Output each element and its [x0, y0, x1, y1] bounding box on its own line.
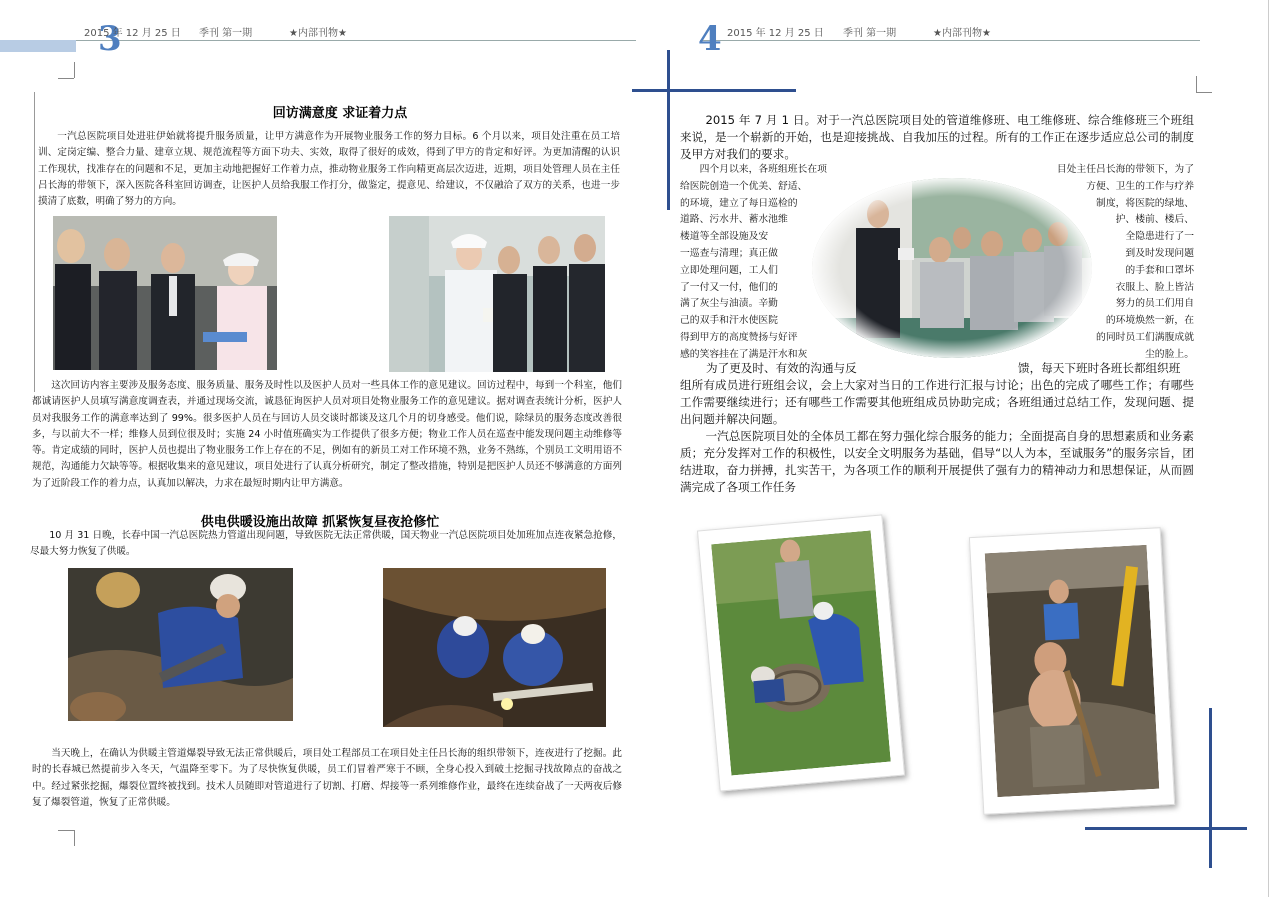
article-paragraph: 组所有成员进行班组会议，会上大家对当日的工作进行汇报与讨论；出色的完成了哪些工作；有哪些工作需要继续进行；还有哪些工作需要其他班组成员协助完成；各班组通过总结工作，发现问题、提出问题并解决问题。: [680, 378, 1194, 426]
left-header-rule: [76, 40, 636, 41]
photo-maintenance-team-oval: [812, 178, 1092, 358]
decor-blue-line: [1209, 708, 1212, 868]
crop-mark: [74, 830, 75, 846]
right-header-rule: [700, 40, 1200, 41]
wrap-line: 感的笑容挂在了满是汗水和灰: [680, 348, 808, 360]
photo-nurse-filling-form: [389, 216, 605, 372]
wrap-line: 的环境焕然一新，在: [1105, 315, 1194, 327]
photo-staff-nurse-survey: [53, 216, 277, 370]
header-label-right: ★内部刊物★: [933, 28, 991, 39]
article-paragraph: 2015 年 7 月 1 日。对于一汽总医院项目处的管道维修班、电工维修班、综合维修班三个班组来说，是一个崭新的开始，也是迎接挑战、自我加压的过程。所有的工作正在逐步适应总公司的制度及甲方对我们的要求。: [680, 113, 1194, 161]
wrap-line: 一巡查与清理；真正做: [680, 247, 778, 259]
page-gutter-line: [1268, 0, 1269, 897]
wrap-line: 尘的脸上。: [1145, 348, 1194, 360]
photo-digging-worker: [985, 545, 1160, 797]
page-number-left: 3: [98, 19, 122, 59]
wrap-line: 道路、污水井、蓄水池维: [680, 214, 788, 226]
decor-blue-line: [667, 50, 670, 210]
crop-mark: [74, 62, 75, 78]
crop-mark: [58, 78, 74, 79]
photo-frame-manhole: [697, 514, 905, 791]
wrap-line: 己的双手和汗水使医院: [680, 315, 778, 327]
photo-pipe-repair-night: [68, 568, 293, 721]
article-paragraph: 一汽总医院项目处的全体员工都在努力强化综合服务的能力；全面提高自身的思想素质和业务素质；充分发挥对工作的积极性，以安全文明服务为基础，倡导“以人为本，至诚服务”的服务宗旨，团结进取，奋力拼搏，扎实苦干，为各项工作的顺利开展提供了强有力的精神动力和思想保证，从而圆满完成了各项工作任务: [680, 429, 1194, 494]
wrap-line: 四个月以来，各班组班长在项: [699, 164, 827, 175]
header-issue-left: 季刊 第一期: [199, 28, 253, 39]
para2-start: 为了更及时、有效的沟通与反: [706, 361, 857, 375]
decor-blue-line: [632, 89, 796, 92]
wrap-line: 方便、卫生的工作与疗养: [1086, 180, 1194, 192]
left-header-bar: [0, 40, 76, 52]
wrap-line: 全隐患进行了一: [1125, 231, 1194, 243]
wrap-line: 到及时发现问题: [1125, 247, 1194, 259]
header-date-right: 2015 年 12 月 25 日: [727, 28, 824, 39]
wrap-line: 制度，将医院的绿地、: [1096, 197, 1194, 209]
wrap-line: 满了灰尘与油渍。辛勤: [680, 298, 778, 310]
wrap-line: 立即处理问题，工人们: [680, 264, 778, 276]
wrap-line: 了一付又一付，他们的: [680, 281, 778, 293]
left-margin-line: [34, 92, 35, 392]
wrap-line: 楼道等全部设施及安: [680, 231, 769, 243]
header-issue-right: 季刊 第一期: [843, 28, 897, 39]
article-title-revisit: 回访满意度 求证着力点: [272, 106, 408, 121]
wrap-line: 努力的员工们用自: [1115, 298, 1194, 310]
crop-mark: [58, 830, 74, 831]
article-paragraph: 当天晚上，在确认为供暖主管道爆裂导致无法正常供暖后，项目处工程部员工在项目处主任吕长海的组织带领下，连夜进行了挖掘。此时的长春城已然提前步入冬天，气温降至零下。为了尽快恢复供暖，员工们冒着严寒于不顾，全身心投入到破土挖掘寻找故障点的奋战之中。经过紧张挖掘，爆裂位置终被找到。技术人员随即对管道进行了切割、打磨、焊接等一系列维修作业，最终在连续奋战了一天两夜后修复了爆裂管道，恢复了正常供暖。: [32, 748, 622, 808]
wrap-line: 给医院创造一个优美、舒适、: [680, 180, 808, 192]
article-paragraph: 一汽总医院项目处进驻伊始就将提升服务质量，让甲方满意作为开展物业服务工作的努力目标。6 个月以来，项目处注重在员工培训、定岗定编、整合力量、建章立规、规范流程等方面下功夫、实效，取得了很好的成效，得到了甲方的肯定和好评。为更加清醒的认识工作现状，找准存在的问题和不足，更加主动地把握好工作着力点，推动物业服务工作向精更高层次迈进，近期，项目处管理人员在主任吕长海的带领下，深入医院各科室回访调查，让医护人员给我服工作打分，做鉴定，提意见、给建议，不仅融洽了双方的关系，也进一步摸清了底数，明确了努力的方向。: [38, 131, 620, 208]
wrap-line: 的手套和口罩坏: [1125, 264, 1194, 276]
para2-end: 馈，每天下班时各班长都组织班: [1018, 361, 1181, 375]
wrap-line: 目处主任吕长海的带领下，为了: [1056, 164, 1194, 175]
header-label-left: ★内部刊物★: [289, 28, 347, 39]
article-paragraph: 这次回访内容主要涉及服务态度、服务质量、服务及时性以及医护人员对一些具体工作的意见建议。回访过程中，每到一个科室，他们都诚请医护人员填写满意度调查表，并通过现场交流，诚恳征询医护人员对项目处物业服务工作的意见建议。据对调查表统计分析，医护人员对我服务工作的满意率达到了 99%。很多医护人员在与回访人员交谈时都谈及这几个月的切身感受。他们说，除绿员的服务态度改善很多，与以前大不一样；维修人员到位很及时；实施 24 小时值班确实为工作提供了很多方便；物业工作人员在巡查中能发现问题主动维修等等。肯定成绩的同时，医护人员也提出了物业服务工作上存在的不足，例如有的新员工对工作环境不熟，业务不熟练，个别员工文明用语不规范，沟通能力欠缺等等。根据收集来的意见建议，项目处进行了认真分析研究，制定了整改措施，特别是把医护人员还不够满意的方面列为了近阶段工作的着力点，认真加以解决，力求在最短时期内让甲方满意。: [32, 380, 622, 489]
decor-blue-line: [1085, 827, 1247, 830]
wrap-line: 护、楼前、楼后、: [1115, 214, 1194, 226]
photo-frame-digging: [969, 527, 1175, 815]
header-date-left: 2015 年 12 月 25 日: [84, 28, 181, 39]
wrap-line: 的同时员工们满腹成就: [1096, 331, 1194, 343]
crop-mark: [1196, 92, 1212, 93]
wrap-line: 的环境，建立了每日巡检的: [680, 197, 798, 209]
article-title-heating-repair: 供电供暖设施出故障 抓紧恢复昼夜抢修忙: [200, 515, 440, 530]
page-number-right: 4: [698, 19, 722, 59]
photo-manhole-workers: [711, 530, 891, 775]
photo-welding-in-pit: [383, 568, 606, 727]
crop-mark: [1196, 76, 1197, 92]
wrap-line: 得到甲方的高度赞扬与好评: [680, 331, 798, 343]
wrap-line: 衣服上、脸上皆沾: [1115, 281, 1194, 293]
article-paragraph: 10 月 31 日晚，长春中国一汽总医院热力管道出现问题，导致医院无法正常供暖，国天物业一汽总医院项目处加班加点连夜紧急抢修，尽最大努力恢复了供暖。: [30, 530, 622, 558]
